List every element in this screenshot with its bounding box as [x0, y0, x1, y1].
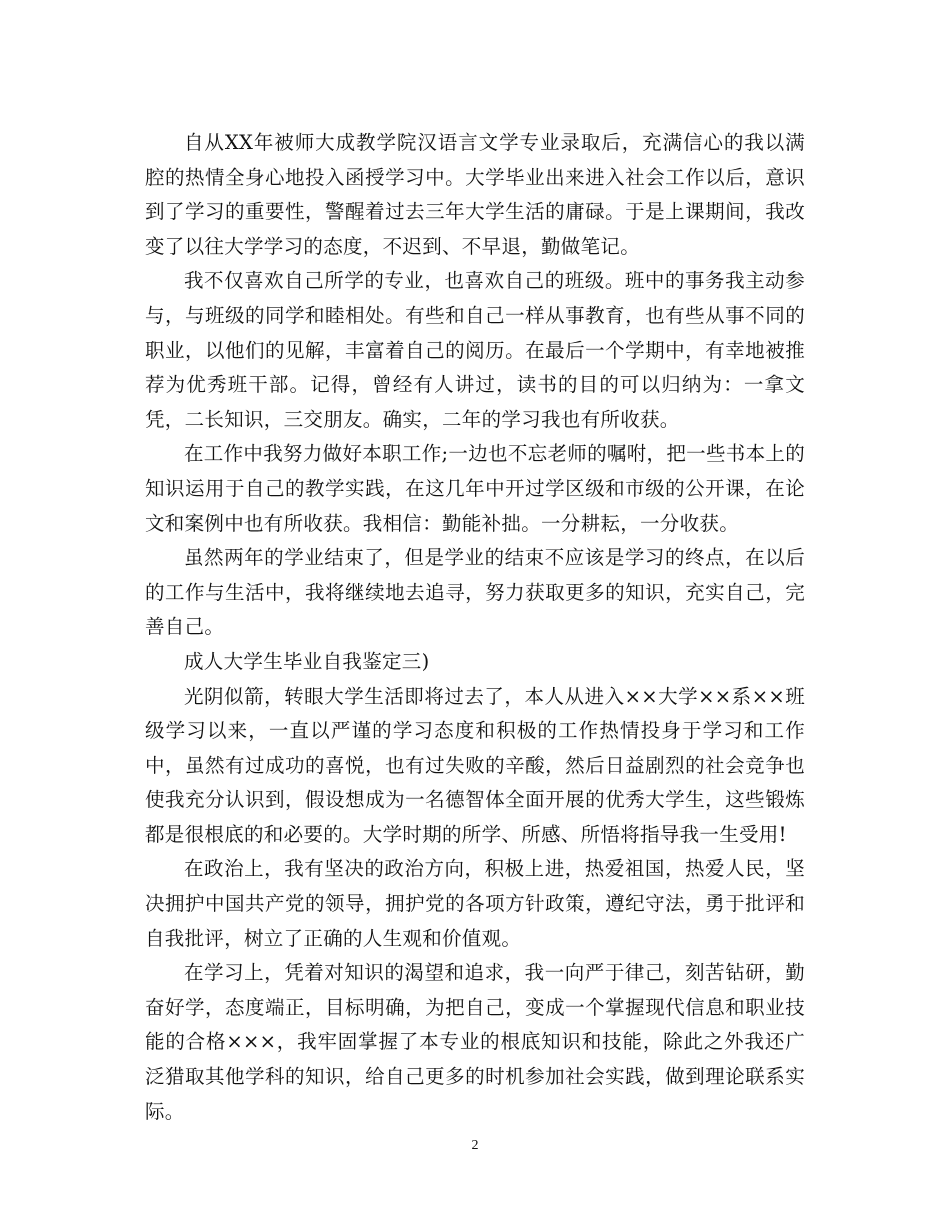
paragraph-4: 虽然两年的学业结束了，但是学业的结束不应该是学习的终点，在以后的工作与生活中，我将继续地去追寻，努力获取更多的知识，充实自己，完善自己。 [145, 546, 805, 639]
paragraph-1: 自从XX年被师大成教学院汉语言文学专业录取后，充满信心的我以满腔的热情全身心地投入函授学习中。大学毕业出来进入社会工作以后，意识到了学习的重要性，警醒着过去三年大学生活的庸碌。于是上课期间，我改变了以往大学学习的态度，不迟到、不早退，勤做笔记。 [145, 131, 805, 258]
paragraph-2: 我不仅喜欢自己所学的专业，也喜欢自己的班级。班中的事务我主动参与，与班级的同学和睦相处。有些和自己一样从事教育，也有些从事不同的职业，以他们的见解，丰富着自己的阅历。在最后一个学期中，有幸地被推荐为优秀班干部。记得，曾经有人讲过，读书的目的可以归纳为：一拿文凭，二长知识，三交朋友。确实，二年的学习我也有所收获。 [145, 269, 805, 431]
paragraph-6: 在政治上，我有坚决的政治方向，积极上进，热爱祖国，热爱人民，坚决拥护中国共产党的领导，拥护党的各项方针政策，遵纪守法，勇于批评和自我批评，树立了正确的人生观和价值观。 [145, 857, 805, 950]
document-body [145, 126, 805, 1129]
paragraph-3: 在工作中我努力做好本职工作;一边也不忘老师的嘱咐，把一些书本上的知识运用于自己的教学实践，在这几年中开过学区级和市级的公开课，在论文和案例中也有所收获。我相信：勤能补拙。一分耕耘，一分收获。 [145, 442, 805, 535]
paragraph-5: 光阴似箭，转眼大学生活即将过去了，本人从进入××大学××系××班级学习以来，一直以严谨的学习态度和积极的工作热情投身于学习和工作中，虽然有过成功的喜悦，也有过失败的辛酸，然后日益剧烈的社会竞争也使我充分认识到，假设想成为一名德智体全面开展的优秀大学生，这些锻炼都是很根底的和必要的。大学时期的所学、所感、所悟将指导我一生受用! [145, 684, 805, 846]
section-heading: 成人大学生毕业自我鉴定三) [184, 649, 430, 673]
page-number: 2 [471, 1138, 479, 1153]
paragraph-7: 在学习上，凭着对知识的渴望和追求，我一向严于律己，刻苦钻研，勤奋好学，态度端正，目标明确，为把自己，变成一个掌握现代信息和职业技能的合格×××，我牢固掌握了本专业的根底知识和技能，除此之外我还广泛猎取其他学科的知识，给自己更多的时机参加社会实践，做到理论联系实际。 [145, 961, 805, 1123]
